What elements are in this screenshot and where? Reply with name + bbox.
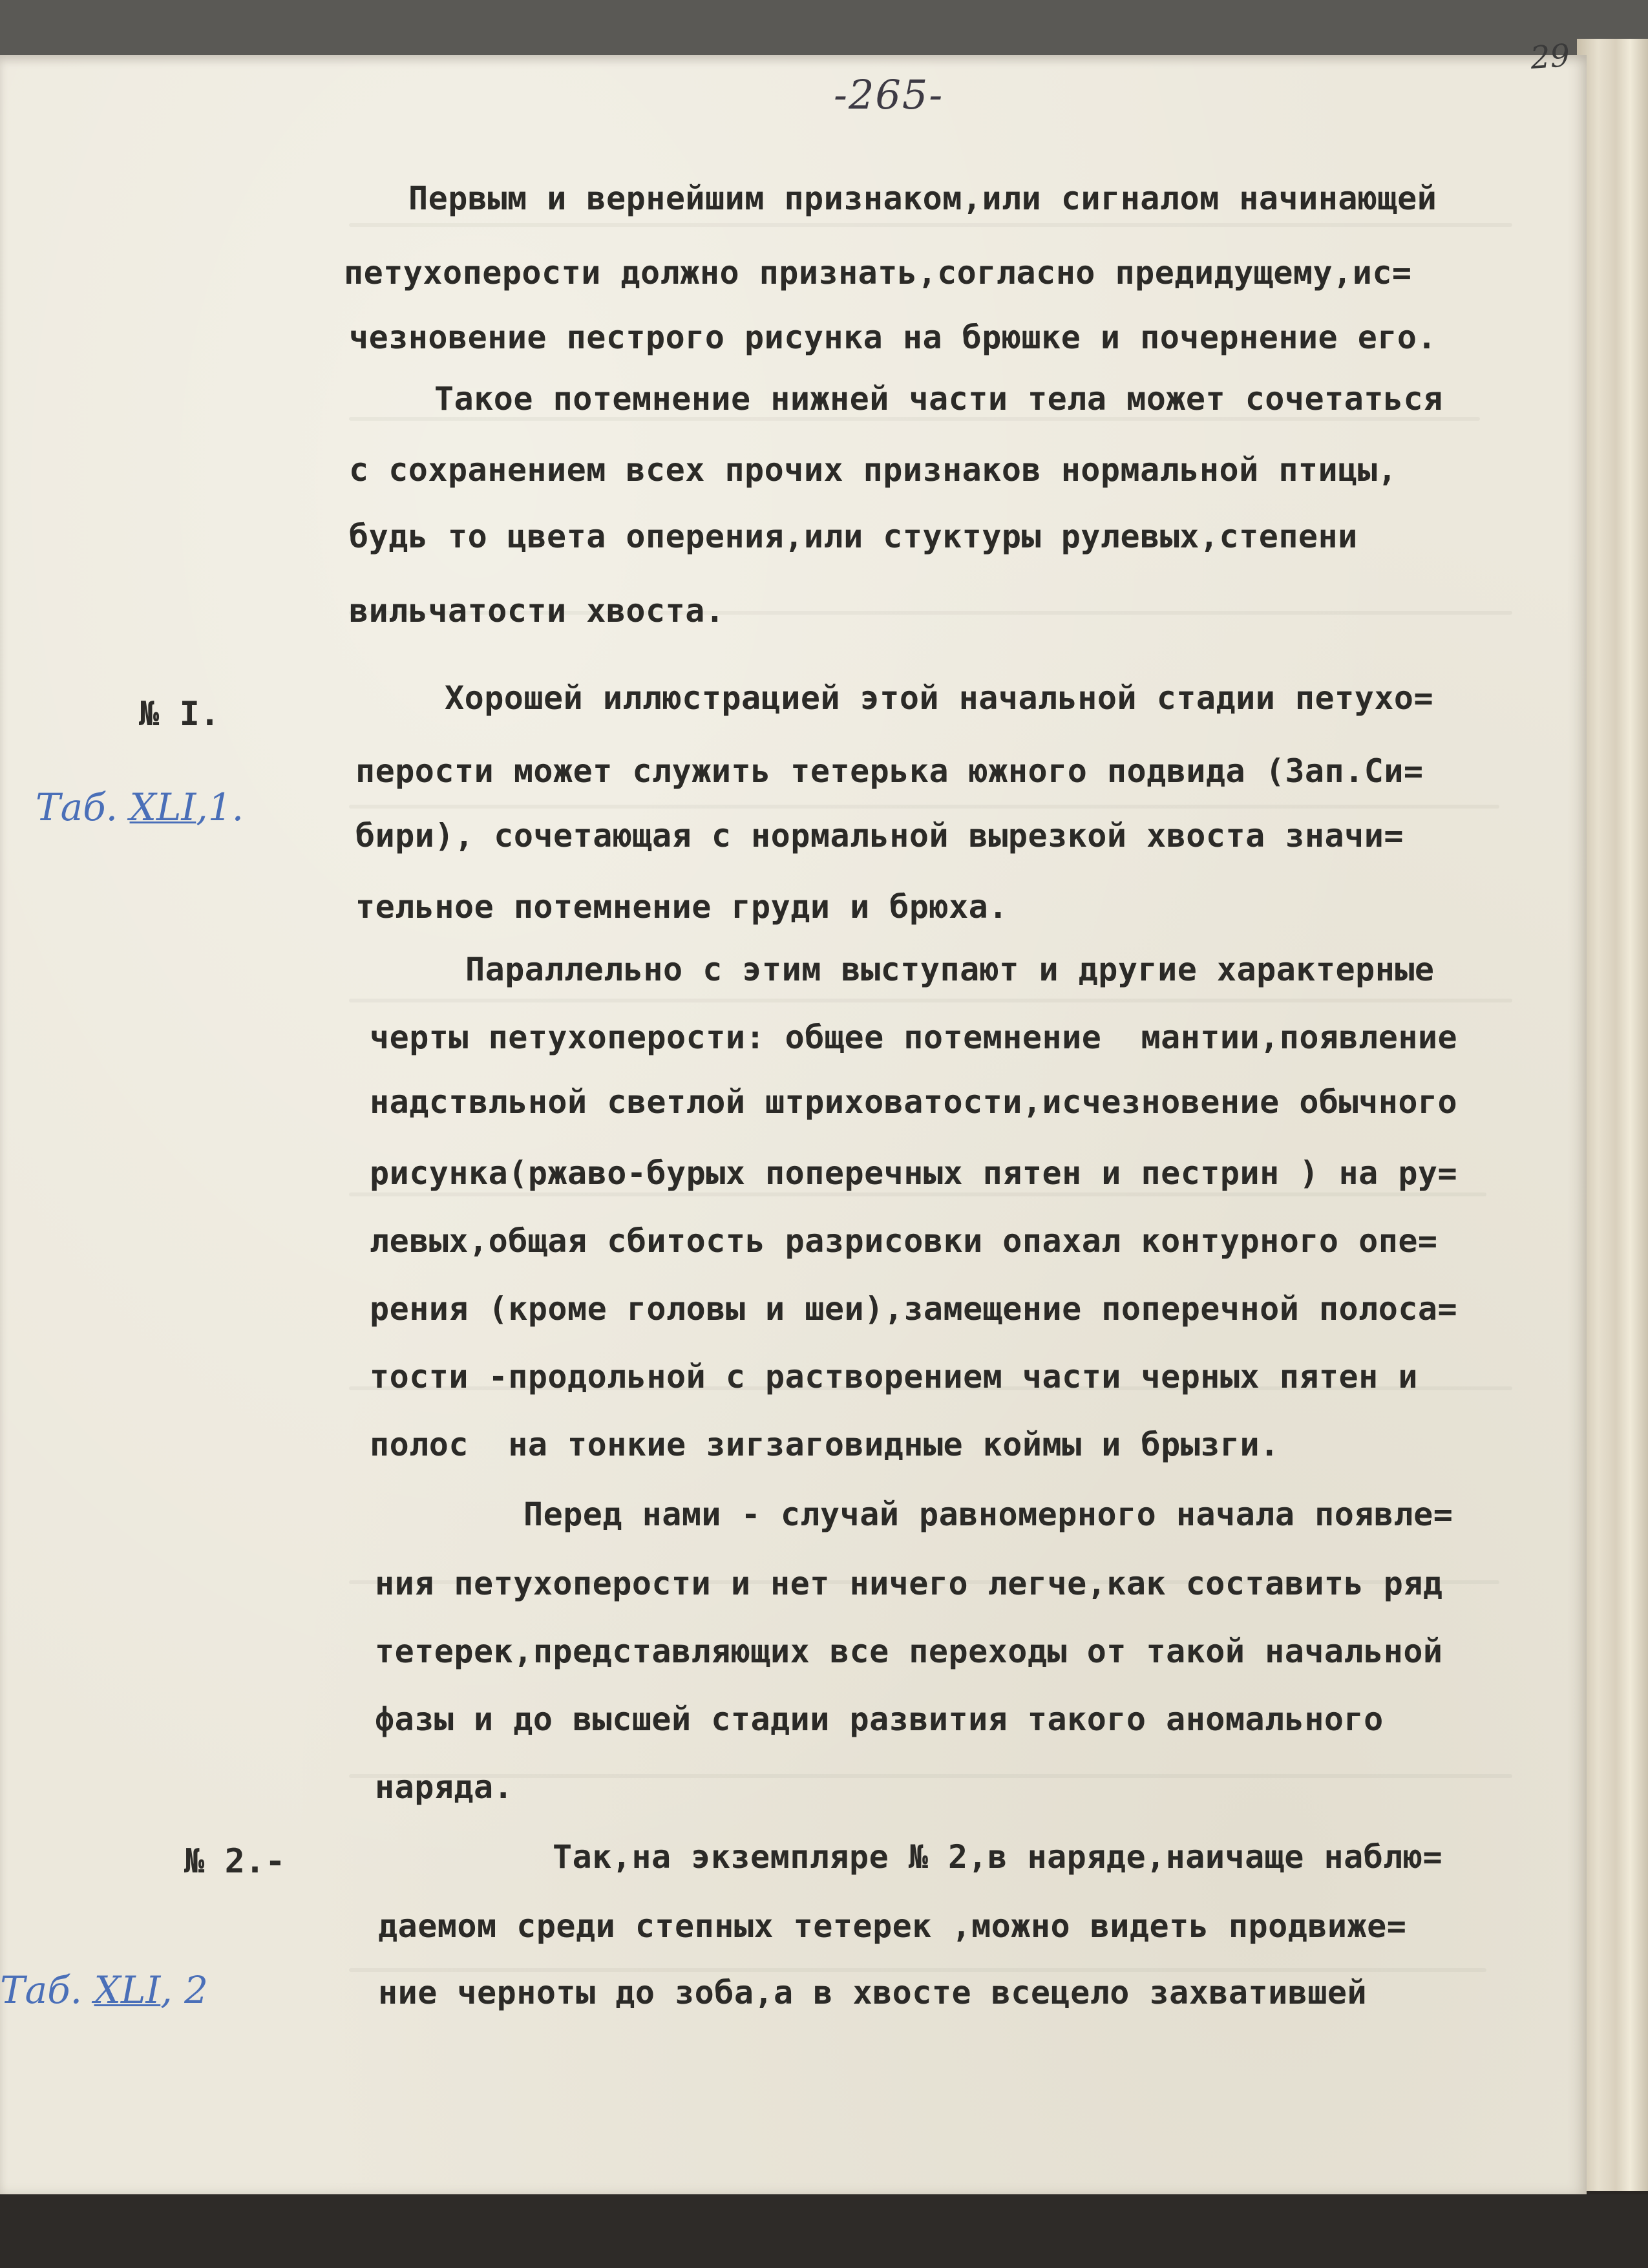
text-line: ние черноты до зоба,а в хвосте всецело захватившей: [378, 1974, 1368, 2011]
text-line: Такое потемнение нижней части тела может сочетаться: [434, 380, 1443, 418]
text-line: Так,на экземпляре № 2,в наряде,наичаще наблю=: [553, 1838, 1443, 1876]
scanner-bottom-edge: [0, 2194, 1648, 2268]
text-line: с сохранением всех прочих признаков нормальной птицы,: [349, 451, 1397, 489]
text-line: фазы и до высшей стадии развития такого аномального: [375, 1701, 1384, 1738]
text-line: тельное потемнение груди и брюха.: [355, 888, 1008, 926]
text-line: Перед нами - случай равномерного начала появле=: [523, 1496, 1453, 1533]
text-line: надствльной светлой штриховатости,исчезновение обычного: [370, 1083, 1458, 1121]
scanner-top-edge: [0, 0, 1648, 55]
text-line: петухоперости должно признать,согласно предидущему,ис=: [344, 254, 1412, 291]
text-line: рения (кроме головы и шеи),замещение поперечной полоса=: [370, 1290, 1458, 1328]
text-line: левых,общая сбитость разрисовки опахал контурного опе=: [370, 1222, 1438, 1260]
margin-plate-ref-2: Таб. XLI, 2: [0, 1968, 209, 2012]
text-line: вильчатости хвоста.: [349, 592, 725, 630]
text-line: даемом среди степных тетерек ,можно видеть продвиже=: [378, 1907, 1407, 1945]
page-number: -265-: [834, 71, 944, 118]
text-line: бири), сочетающая с нормальной вырезкой хвоста значи=: [355, 817, 1404, 854]
text-line: наряда.: [375, 1768, 514, 1806]
text-line: тетерек,представляющих все переходы от такой начальной: [375, 1633, 1443, 1670]
text-line: ния петухоперости и нет ничего легче,как составить ряд: [375, 1565, 1443, 1602]
text-line: чезновение пестрого рисунка на брюшке и почернение его.: [349, 319, 1437, 356]
page-stack-edge: [1577, 39, 1648, 2191]
margin-plate-ref-1: Таб. XLI,1.: [36, 785, 244, 829]
text-line: будь то цвета оперения,или стуктуры рулевых,степени: [349, 518, 1358, 555]
text-line: Хорошей иллюстрацией этой начальной стадии петухо=: [445, 679, 1434, 717]
folio-number: 29: [1529, 37, 1571, 77]
text-line: перости может служить тетерька южного подвида (Зап.Си=: [355, 752, 1424, 790]
text-line: полос на тонкие зигзаговидные коймы и брызги.: [370, 1426, 1280, 1463]
text-line: рисунка(ржаво-бурых поперечных пятен и пестрин ) на ру=: [370, 1154, 1458, 1192]
text-line: черты петухоперости: общее потемнение мантии,появление: [370, 1019, 1458, 1056]
text-line: Параллельно с этим выступают и другие характерные: [465, 951, 1435, 988]
text-line: Первым и вернейшим признаком,или сигналом начинающей: [408, 180, 1437, 217]
margin-specimen-2: № 2.-: [184, 1842, 286, 1881]
text-line: тости -продольной с растворением части черных пятен и: [370, 1358, 1418, 1395]
margin-specimen-1: № I.: [139, 695, 220, 734]
